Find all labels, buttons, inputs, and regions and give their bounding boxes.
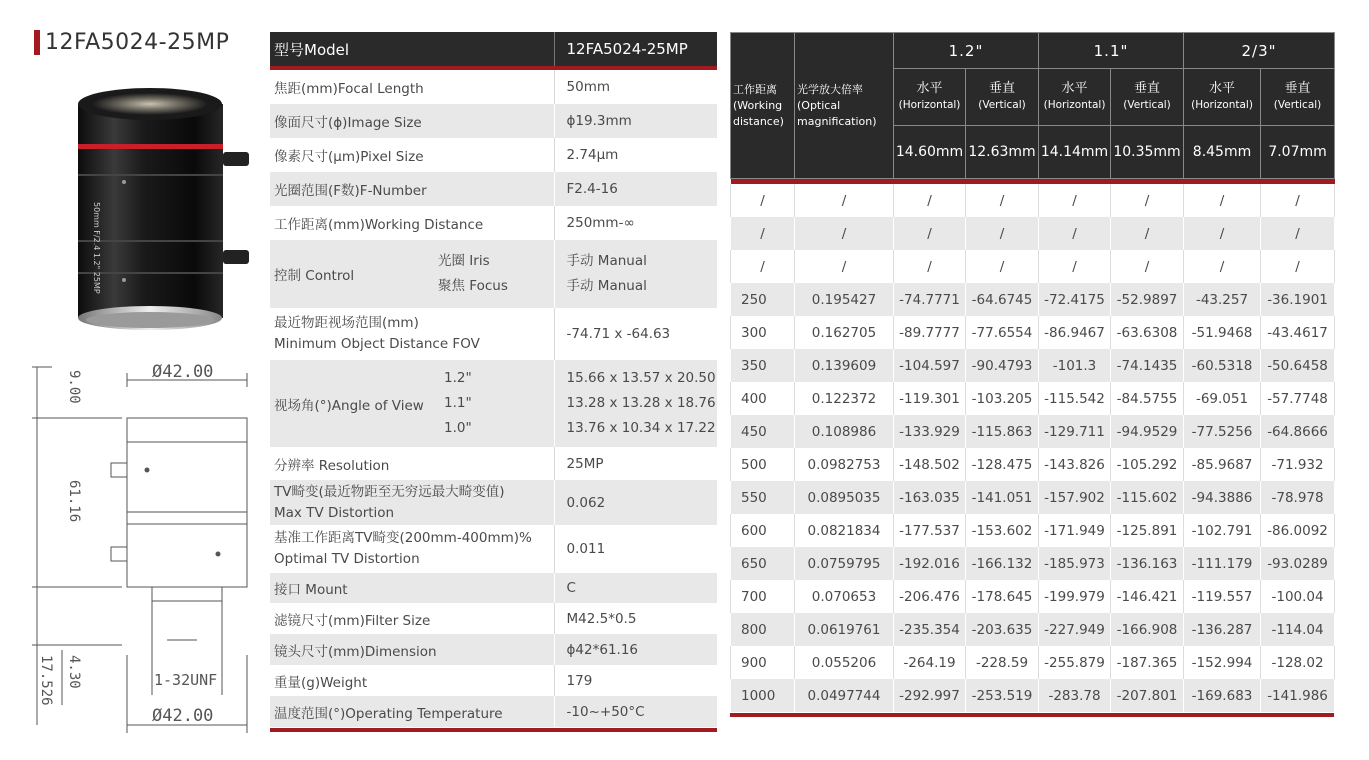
wd-cell: 600 xyxy=(731,514,795,547)
spec-label: 视场角(°)Angle of View xyxy=(270,360,438,447)
top-diameter-label: Ø42.00 xyxy=(152,362,214,382)
fov-cell: -104.597 xyxy=(894,349,966,382)
horizontal-header: 水平 (Horizontal) xyxy=(1184,69,1261,126)
title-accent-bar xyxy=(34,30,40,55)
spec-row xyxy=(270,308,717,360)
table-row xyxy=(731,679,1335,712)
fov-cell: / xyxy=(1184,217,1261,250)
fov-cell: / xyxy=(1261,184,1335,217)
mag-cell: / xyxy=(795,217,894,250)
wd-cell: 450 xyxy=(731,415,795,448)
sensor-group-header: 1.1" xyxy=(1039,33,1184,69)
horizontal-header: 水平 (Horizontal) xyxy=(1039,69,1111,126)
table-row xyxy=(731,580,1335,613)
bottom-diameter-label: Ø42.00 xyxy=(152,706,214,726)
wd-cell: 1000 xyxy=(731,679,795,712)
fov-cell: -36.1901 xyxy=(1261,283,1335,316)
table-row xyxy=(731,646,1335,679)
fov-cell: -203.635 xyxy=(966,613,1039,646)
control-focus-value: 手动 Manual xyxy=(566,278,647,294)
fov-cell: / xyxy=(966,184,1039,217)
fov-cell: / xyxy=(1111,250,1184,283)
control-focus-label: 聚焦 Focus xyxy=(438,278,508,294)
fov-cell: -207.801 xyxy=(1111,679,1184,712)
fov-cell: -128.475 xyxy=(966,448,1039,481)
fov-cell: -283.78 xyxy=(1039,679,1111,712)
spec-value: C xyxy=(554,573,717,603)
spec-row xyxy=(270,634,717,665)
fov-cell: -52.9897 xyxy=(1111,283,1184,316)
fov-cell: -141.051 xyxy=(966,481,1039,514)
table-row xyxy=(731,217,1335,250)
spec-label-cn: TV畸变(最近物距至无穷远最大畸变值) xyxy=(274,483,505,500)
spec-row xyxy=(270,573,717,603)
fov-cell: -115.602 xyxy=(1111,481,1184,514)
fov-cell: -43.4617 xyxy=(1261,316,1335,349)
fov-cell: -63.6308 xyxy=(1111,316,1184,349)
fov-cell: -102.791 xyxy=(1184,514,1261,547)
fov-cell: -89.7777 xyxy=(894,316,966,349)
fov-cell: / xyxy=(966,217,1039,250)
spec-row xyxy=(270,70,717,104)
spec-row xyxy=(270,665,717,696)
wd-cell: 300 xyxy=(731,316,795,349)
spec-row xyxy=(270,447,717,480)
fov-cell: -166.908 xyxy=(1111,613,1184,646)
wd-cell: 700 xyxy=(731,580,795,613)
mag-cell: 0.108986 xyxy=(795,415,894,448)
fov-cell: -143.826 xyxy=(1039,448,1111,481)
table-row xyxy=(731,415,1335,448)
wd-cell: 350 xyxy=(731,349,795,382)
aov-value-3: 13.76 x 10.34 x 17.22 xyxy=(566,420,716,436)
mag-cell: 0.0759795 xyxy=(795,547,894,580)
spec-label: 滤镜尺寸(mm)Filter Size xyxy=(270,603,554,634)
wd-cell: 250 xyxy=(731,283,795,316)
spec-row xyxy=(270,206,717,240)
mag-cell: 0.139609 xyxy=(795,349,894,382)
spec-value: ϕ42*61.16 xyxy=(554,634,717,665)
mag-cell: 0.122372 xyxy=(795,382,894,415)
spec-row xyxy=(270,138,717,172)
fov-cell: -141.986 xyxy=(1261,679,1335,712)
fov-cell: -153.602 xyxy=(966,514,1039,547)
spec-label: 工作距离(mm)Working Distance xyxy=(270,206,554,240)
mag-cell: 0.0982753 xyxy=(795,448,894,481)
wd-cell: / xyxy=(731,217,795,250)
spec-row xyxy=(270,603,717,634)
fov-cell: -114.04 xyxy=(1261,613,1335,646)
wd-cell: 500 xyxy=(731,448,795,481)
fov-cell: -74.7771 xyxy=(894,283,966,316)
table-row xyxy=(731,184,1335,217)
spec-header-row xyxy=(270,32,717,66)
fov-cell: -119.557 xyxy=(1184,580,1261,613)
spec-label: 焦距(mm)Focal Length xyxy=(270,70,554,104)
mag-cell: 0.195427 xyxy=(795,283,894,316)
fov-cell: -177.537 xyxy=(894,514,966,547)
dim-9-label: 9.00 xyxy=(66,370,82,404)
table-row xyxy=(731,349,1335,382)
table-row xyxy=(731,283,1335,316)
sensor-size-cell: 14.14mm xyxy=(1039,126,1111,179)
table-row xyxy=(731,250,1335,283)
fov-cell: -111.179 xyxy=(1184,547,1261,580)
wd-cell: 800 xyxy=(731,613,795,646)
title-block xyxy=(34,30,229,55)
fov-cell: -86.9467 xyxy=(1039,316,1111,349)
lens-marking-text: 50mm F/2.4 1.2" 25MP xyxy=(92,202,101,294)
fov-cell: / xyxy=(894,184,966,217)
dim-17-label: 17.526 xyxy=(38,655,54,706)
spec-table xyxy=(270,32,717,732)
fov-cell: -85.9687 xyxy=(1184,448,1261,481)
vertical-header: 垂直 (Vertical) xyxy=(1261,69,1335,126)
mag-cell: 0.070653 xyxy=(795,580,894,613)
fov-cell: / xyxy=(966,250,1039,283)
fov-cell: -166.132 xyxy=(966,547,1039,580)
fov-cell: / xyxy=(1039,250,1111,283)
dimension-drawing xyxy=(22,355,262,740)
mag-cell: / xyxy=(795,250,894,283)
fov-cell: -94.9529 xyxy=(1111,415,1184,448)
spec-label-en: Minimum Object Distance FOV xyxy=(274,336,480,352)
fov-cell: -292.997 xyxy=(894,679,966,712)
fov-cell: -103.205 xyxy=(966,382,1039,415)
spec-value: M42.5*0.5 xyxy=(554,603,717,634)
fov-cell: -199.979 xyxy=(1039,580,1111,613)
fov-cell: -253.519 xyxy=(966,679,1039,712)
vertical-header: 垂直 (Vertical) xyxy=(966,69,1039,126)
fov-cell: -77.5256 xyxy=(1184,415,1261,448)
fov-cell: -129.711 xyxy=(1039,415,1111,448)
mag-header: 光学放大倍率 (Optical magnification) xyxy=(795,33,894,179)
spec-label: 温度范围(°)Operating Temperature xyxy=(270,696,554,727)
fov-cell: -169.683 xyxy=(1184,679,1261,712)
fov-cell: -51.9468 xyxy=(1184,316,1261,349)
fov-cell: -163.035 xyxy=(894,481,966,514)
table-row xyxy=(731,547,1335,580)
lens-photo xyxy=(70,82,260,338)
mag-cell: 0.0497744 xyxy=(795,679,894,712)
sensor-size-cell: 14.60mm xyxy=(894,126,966,179)
fov-cell: -78.978 xyxy=(1261,481,1335,514)
table-row xyxy=(731,481,1335,514)
distance-table xyxy=(730,32,1334,717)
spec-value: -10~+50°C xyxy=(554,696,717,727)
sensor-group-header: 1.2" xyxy=(894,33,1039,69)
fov-cell: -228.59 xyxy=(966,646,1039,679)
fov-cell: / xyxy=(1111,184,1184,217)
sensor-size-cell: 7.07mm xyxy=(1261,126,1335,179)
spec-value: -74.71 x -64.63 xyxy=(554,308,717,360)
control-iris-value: 手动 Manual xyxy=(566,253,647,269)
sensor-size-cell: 10.35mm xyxy=(1111,126,1184,179)
thread-label: 1-32UNF xyxy=(154,671,218,689)
sensor-size-cell: 12.63mm xyxy=(966,126,1039,179)
fov-cell: -119.301 xyxy=(894,382,966,415)
fov-cell: -60.5318 xyxy=(1184,349,1261,382)
fov-cell: -192.016 xyxy=(894,547,966,580)
fov-cell: -64.6745 xyxy=(966,283,1039,316)
fov-cell: -90.4793 xyxy=(966,349,1039,382)
fov-cell: -206.476 xyxy=(894,580,966,613)
fov-cell: -133.929 xyxy=(894,415,966,448)
fov-cell: -57.7748 xyxy=(1261,382,1335,415)
spec-label-en: Optimal TV Distortion xyxy=(274,551,420,567)
fov-cell: -187.365 xyxy=(1111,646,1184,679)
table-row xyxy=(731,382,1335,415)
wd-cell: 550 xyxy=(731,481,795,514)
fov-cell: -152.994 xyxy=(1184,646,1261,679)
spec-row xyxy=(270,696,717,727)
mag-cell: 0.0821834 xyxy=(795,514,894,547)
fov-cell: -43.257 xyxy=(1184,283,1261,316)
control-iris-label: 光圈 Iris xyxy=(438,253,490,269)
fov-cell: -157.902 xyxy=(1039,481,1111,514)
fov-cell: -146.421 xyxy=(1111,580,1184,613)
spec-header-label: 型号Model xyxy=(270,32,554,66)
spec-label: 重量(g)Weight xyxy=(270,665,554,696)
spec-value: ϕ19.3mm xyxy=(554,104,717,138)
distance-table-bottom-line xyxy=(730,713,1334,717)
fov-cell: / xyxy=(894,250,966,283)
fov-cell: -171.949 xyxy=(1039,514,1111,547)
fov-cell: -94.3886 xyxy=(1184,481,1261,514)
fov-cell: -227.949 xyxy=(1039,613,1111,646)
fov-cell: / xyxy=(1039,184,1111,217)
fov-cell: -77.6554 xyxy=(966,316,1039,349)
fov-cell: -69.051 xyxy=(1184,382,1261,415)
fov-cell: -128.02 xyxy=(1261,646,1335,679)
spec-label: 镜头尺寸(mm)Dimension xyxy=(270,634,554,665)
spec-row xyxy=(270,104,717,138)
spec-label: 像面尺寸(ϕ)Image Size xyxy=(270,104,554,138)
spec-value: F2.4-16 xyxy=(554,172,717,206)
fov-cell: -185.973 xyxy=(1039,547,1111,580)
fov-cell: -264.19 xyxy=(894,646,966,679)
fov-cell: / xyxy=(1111,217,1184,250)
spec-table-bottom-line xyxy=(270,728,717,732)
fov-cell: / xyxy=(1261,250,1335,283)
fov-cell: -136.287 xyxy=(1184,613,1261,646)
aov-size-1: 1.2" xyxy=(444,370,472,386)
table-row xyxy=(731,316,1335,349)
distance-table-body xyxy=(731,184,1335,712)
spec-label-cn: 基准工作距离TV畸变(200mm-400mm)% xyxy=(274,530,532,546)
mag-cell: 0.162705 xyxy=(795,316,894,349)
fov-cell: -93.0289 xyxy=(1261,547,1335,580)
page-title: 12FA5024-25MP xyxy=(45,30,230,55)
fov-cell: -148.502 xyxy=(894,448,966,481)
spec-label: 像素尺寸(μm)Pixel Size xyxy=(270,138,554,172)
fov-cell: / xyxy=(1261,217,1335,250)
spec-label: 控制 Control xyxy=(270,240,438,308)
dim-4-label: 4.30 xyxy=(66,655,82,689)
aov-value-2: 13.28 x 13.28 x 18.76 xyxy=(566,395,716,411)
aov-size-3: 1.0" xyxy=(444,420,472,436)
wd-header: 工作距离 (Working distance) xyxy=(731,33,795,179)
fov-cell: -115.863 xyxy=(966,415,1039,448)
fov-cell: -86.0092 xyxy=(1261,514,1335,547)
fov-cell: -101.3 xyxy=(1039,349,1111,382)
table-row xyxy=(731,613,1335,646)
wd-cell: / xyxy=(731,250,795,283)
fov-cell: -105.292 xyxy=(1111,448,1184,481)
fov-cell: -235.354 xyxy=(894,613,966,646)
spec-row xyxy=(270,172,717,206)
fov-cell: -115.542 xyxy=(1039,382,1111,415)
fov-cell: -84.5755 xyxy=(1111,382,1184,415)
sensor-size-cell: 8.45mm xyxy=(1184,126,1261,179)
fov-cell: -255.879 xyxy=(1039,646,1111,679)
fov-cell: / xyxy=(1039,217,1111,250)
spec-label: 分辨率 Resolution xyxy=(270,447,554,480)
fov-cell: -64.8666 xyxy=(1261,415,1335,448)
mag-cell: / xyxy=(795,184,894,217)
spec-value: 0.011 xyxy=(554,525,717,573)
spec-row-control xyxy=(270,240,717,308)
dim-61-label: 61.16 xyxy=(66,480,82,523)
spec-label: 接口 Mount xyxy=(270,573,554,603)
vertical-header: 垂直 (Vertical) xyxy=(1111,69,1184,126)
sensor-group-header: 2/3" xyxy=(1184,33,1335,69)
spec-label-cn: 最近物距视场范围(mm) xyxy=(274,315,419,331)
horizontal-header: 水平 (Horizontal) xyxy=(894,69,966,126)
spec-value: 179 xyxy=(554,665,717,696)
fov-cell: / xyxy=(1184,184,1261,217)
spec-value: 2.74μm xyxy=(554,138,717,172)
spec-header-value: 12FA5024-25MP xyxy=(554,32,717,66)
fov-cell: -178.645 xyxy=(966,580,1039,613)
table-row xyxy=(731,514,1335,547)
wd-cell: 650 xyxy=(731,547,795,580)
spec-label: 光圈范围(F数)F-Number xyxy=(270,172,554,206)
fov-cell: -100.04 xyxy=(1261,580,1335,613)
spec-label-en: Max TV Distortion xyxy=(274,504,395,521)
mag-cell: 0.055206 xyxy=(795,646,894,679)
wd-cell: 900 xyxy=(731,646,795,679)
aov-size-2: 1.1" xyxy=(444,395,472,411)
wd-cell: / xyxy=(731,184,795,217)
wd-cell: 400 xyxy=(731,382,795,415)
fov-cell: -50.6458 xyxy=(1261,349,1335,382)
fov-cell: -136.163 xyxy=(1111,547,1184,580)
spec-value: 50mm xyxy=(554,70,717,104)
fov-cell: -74.1435 xyxy=(1111,349,1184,382)
spec-row xyxy=(270,480,717,525)
fov-cell: -72.4175 xyxy=(1039,283,1111,316)
spec-value: 0.062 xyxy=(554,480,717,525)
spec-value: 250mm-∞ xyxy=(554,206,717,240)
fov-cell: / xyxy=(894,217,966,250)
spec-row-aov xyxy=(270,360,717,447)
mag-cell: 0.0895035 xyxy=(795,481,894,514)
fov-cell: / xyxy=(1184,250,1261,283)
aov-value-1: 15.66 x 13.57 x 20.50 xyxy=(566,370,716,386)
fov-cell: -71.932 xyxy=(1261,448,1335,481)
fov-cell: -125.891 xyxy=(1111,514,1184,547)
table-row xyxy=(731,448,1335,481)
mag-cell: 0.0619761 xyxy=(795,613,894,646)
spec-row xyxy=(270,525,717,573)
spec-value: 25MP xyxy=(554,447,717,480)
